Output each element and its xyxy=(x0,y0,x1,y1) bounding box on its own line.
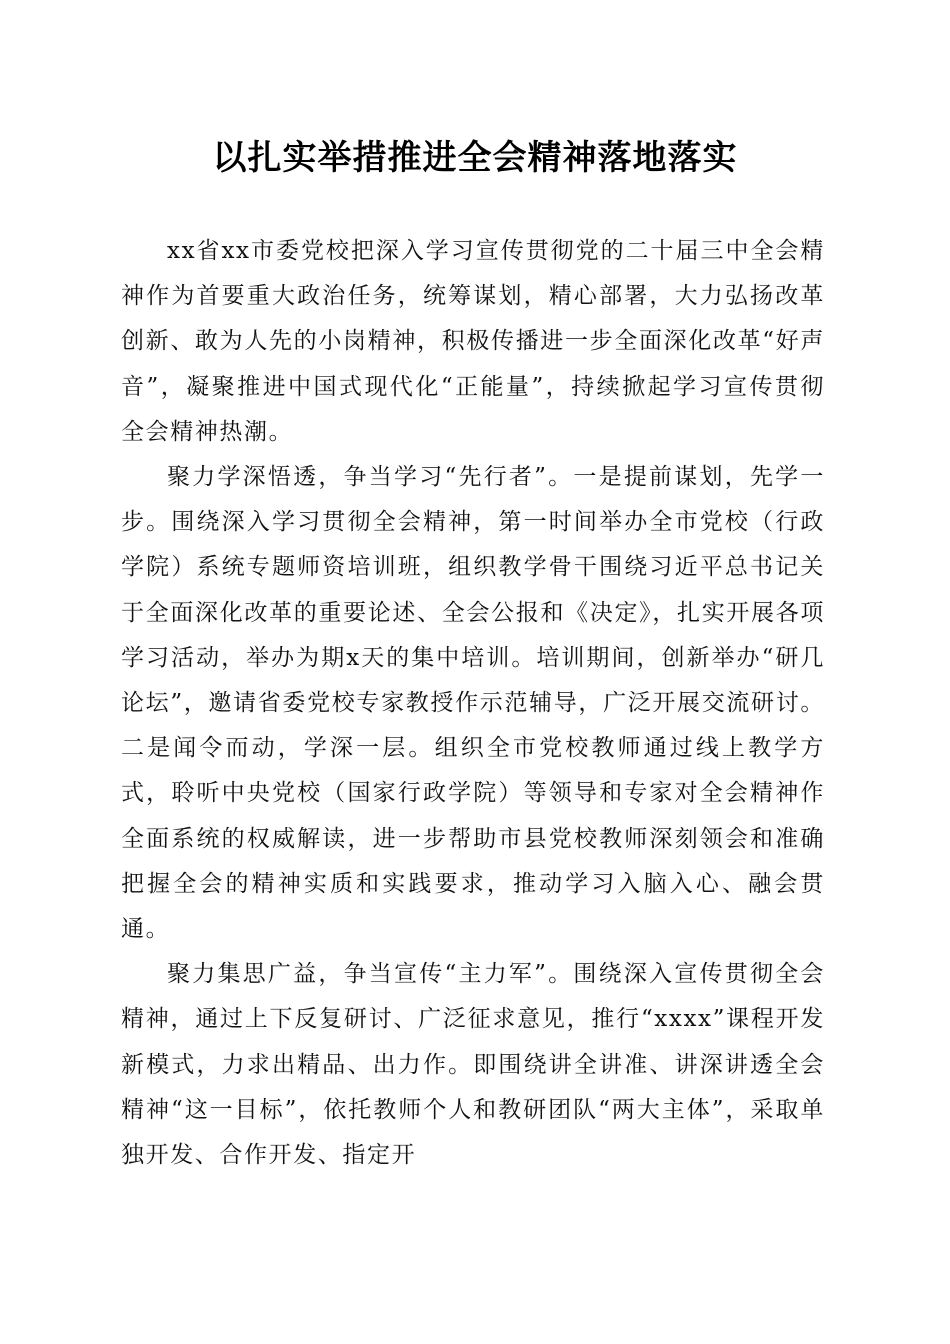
document-body xyxy=(121,229,825,1178)
paragraph-publicity: 聚力集思广益，争当宣传“主力军”。围绕深入宣传贯彻全会精神，通过上下反复研讨、广泛征求意见，推行“xxxx”课程开发新模式，力求出精品、出力作。即围绕讲全讲准、讲深讲透全会精神“这一目标”，依托教师个人和教研团队“两大主体”，采取单独开发、合作开发、指定开 xyxy=(121,961,825,1169)
paragraph-intro: xx省xx市委党校把深入学习宣传贯彻党的二十届三中全会精神作为首要重大政治任务，统筹谋划，精心部署，大力弘扬改革创新、敢为人先的小岗精神，积极传播进一步全面深化改革“好声音”，凝聚推进中国式现代化“正能量”，持续掀起学习宣传贯彻全会精神热潮。 xyxy=(121,238,825,445)
paragraph-study: 聚力学深悟透，争当学习“先行者”。一是提前谋划，先学一步。围绕深入学习贯彻全会精神，第一时间举办全市党校（行政学院）系统专题师资培训班，组织教学骨干围绕习近平总书记关于全面深化改革的重要论述、全会公报和《决定》，扎实开展各项学习活动，举办为期x天的集中培训。培训期间，创新举办“研几论坛”，邀请省委党校专家教授作示范辅导，广泛开展交流研讨。二是闻令而动，学深一层。组织全市党校教师通过线上教学方式，聆听中央党校（国家行政学院）等领导和专家对全会精神作全面系统的权威解读，进一步帮助市县党校教师深刻领会和准确把握全会的精神实质和实践要求，推动学习入脑入心、融会贯通。 xyxy=(121,464,825,943)
document-title: 以扎实举措推进全会精神落地落实 xyxy=(212,138,738,178)
